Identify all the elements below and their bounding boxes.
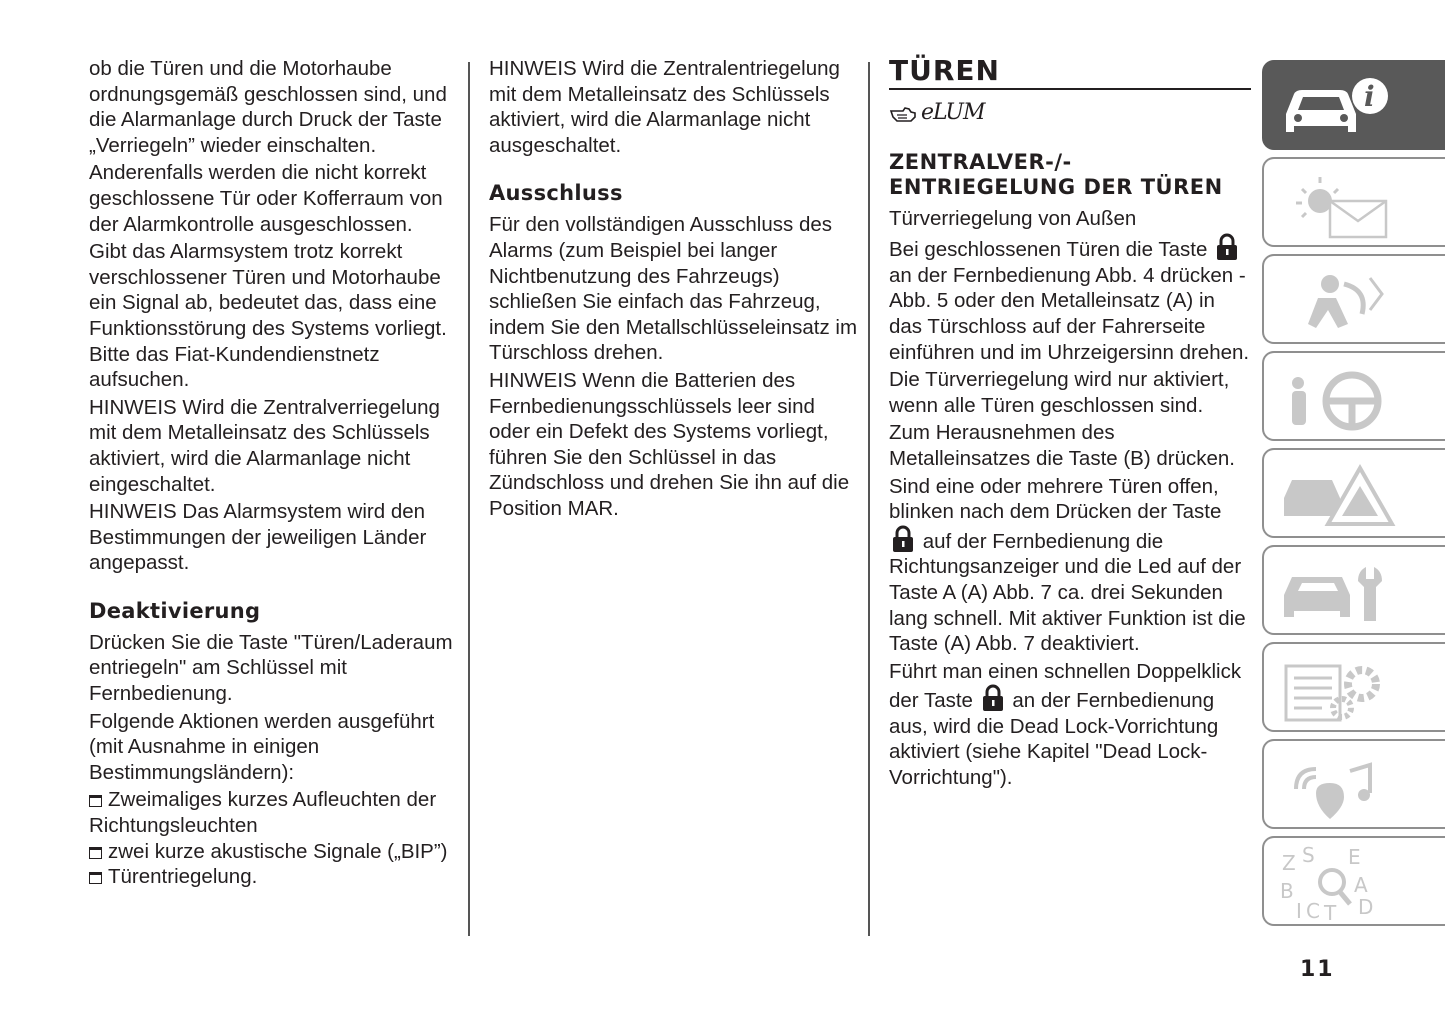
- specifications-gear-icon: [1278, 652, 1418, 726]
- paragraph: ob die Türen und die Motorhaube ordnungsgemäß geschlossen sind, und die Alarmanlage durch Druck der Taste „Verriegeln” wieder einschalten.: [89, 57, 447, 157]
- multimedia-icon: [1278, 749, 1418, 823]
- paragraph: Zum Herausnehmen des Metalleinsatzes die Taste (B) drücken.: [889, 421, 1236, 470]
- column-divider: [468, 62, 470, 936]
- tab-car-info[interactable]: [1262, 60, 1445, 150]
- tab-warning-lights[interactable]: [1262, 157, 1445, 247]
- logo-text: eLUM: [921, 100, 985, 125]
- svg-text:i: i: [1364, 80, 1375, 113]
- text-run: an der Fernbedienung Abb. 4 drücken - Abb. 5 oder den Metalleinsatz (A) in das Türschloss auf der Fahrerseite einführen und im Uhrzeigersinn drehen.: [889, 263, 1250, 364]
- square-bullet-icon: [89, 847, 102, 859]
- car-warning-triangle-icon: [1278, 458, 1418, 532]
- column-1: [89, 56, 459, 890]
- lock-icon: [891, 525, 915, 553]
- square-bullet-icon: [89, 795, 102, 807]
- airbag-seat-icon: [1278, 264, 1418, 338]
- paragraph: Drücken Sie die Taste "Türen/Laderaum entriegeln" am Schlüssel mit Fernbedienung.: [89, 630, 453, 706]
- paragraph: HINWEIS Wird die Zentralentriegelung mit dem Metalleinsatz des Schlüssels aktiviert, wird die Alarmanlage nicht ausgeschaltet.: [489, 57, 840, 157]
- lock-icon: [1215, 233, 1239, 261]
- bullet-text: Zweimaliges kurzes Aufleuchten der Richtungsleuchten: [89, 788, 437, 838]
- paragraph: [889, 474, 1251, 657]
- svg-text:B: B: [1280, 879, 1294, 903]
- svg-text:S: S: [1302, 846, 1315, 867]
- text-run: Bei geschlossenen Türen die Taste: [889, 238, 1208, 262]
- svg-text:D: D: [1358, 895, 1374, 919]
- alphabetical-index-icon: [1278, 846, 1418, 920]
- text-run: Sind eine oder mehrere Türen offen, blinken nach dem Drücken der Taste: [889, 474, 1222, 524]
- bullet-item: [89, 787, 459, 838]
- bullet-text: zwei kurze akustische Signale („BIP”): [108, 839, 448, 863]
- paragraph: HINWEIS Wird die Zentralverriegelung mit dem Metalleinsatz des Schlüssels aktiviert, wird die Alarmanlage nicht eingeschaltet.: [89, 395, 440, 496]
- paragraph: Anderenfalls werden die nicht korrekt geschlossene Tür oder Kofferraum von der Alarmkontrolle ausgeschlossen.: [89, 161, 443, 236]
- paragraph: [889, 233, 1251, 365]
- car-wrench-icon: [1278, 555, 1418, 629]
- paragraph: HINWEIS Das Alarmsystem wird den Bestimmungen der jeweiligen Länder angepasst.: [89, 500, 427, 575]
- warning-lights-icon: [1278, 167, 1418, 241]
- paragraph: Die Türverriegelung wird nur aktiviert, wenn alle Türen geschlossen sind.: [889, 368, 1230, 417]
- column-divider: [868, 62, 870, 936]
- page-title: TÜREN: [889, 56, 1251, 90]
- text-run: auf der Fernbedienung die Richtungsanzeiger und die Led auf der Taste A (A) Abb. 7 ca. drei Sekunden lang schnell. Mit aktiver Funktion ist die Taste (A) Abb. 7 deaktiviert.: [889, 529, 1246, 656]
- paragraph: Folgende Aktionen werden ausgeführt (mit Ausnahme in einigen Bestimmungsländern):: [89, 709, 435, 784]
- tab-index[interactable]: [1262, 836, 1445, 926]
- svg-text:A: A: [1354, 873, 1368, 897]
- bullet-item: [89, 864, 459, 890]
- tab-multimedia[interactable]: [1262, 739, 1445, 829]
- pointing-hand-icon: [889, 101, 917, 125]
- tab-emergency[interactable]: [1262, 448, 1445, 538]
- column-3: [889, 56, 1251, 793]
- svg-text:C: C: [1306, 899, 1320, 920]
- heading-ausschluss: Ausschluss: [489, 181, 623, 206]
- key-steering-wheel-icon: [1278, 361, 1418, 435]
- tab-maintenance[interactable]: [1262, 545, 1445, 635]
- paragraph: Gibt das Alarmsystem trotz korrekt verschlossener Türen und Motorhaube ein Signal ab, bedeutet das, dass eine Funktionsstörung des Systems vorliegt. Bitte das Fiat-Kundendienstnetz aufsuchen.: [89, 240, 447, 392]
- svg-text:I: I: [1296, 899, 1302, 920]
- bullet-text: Türentriegelung.: [108, 865, 258, 889]
- bullet-item: [89, 839, 459, 865]
- text-run: Führt man einen schnellen Doppelklick der Taste: [889, 659, 1242, 713]
- paragraph: HINWEIS Wenn die Batterien des Fernbedienungsschlüssels leer sind oder ein Defekt des Systems vorliegt, führen Sie den Schlüssel in das Zündschloss und drehen Sie ihn auf die Position MAR.: [489, 368, 850, 520]
- tab-starting-driving[interactable]: [1262, 351, 1445, 441]
- column-2: [489, 56, 859, 524]
- svg-text:E: E: [1348, 846, 1361, 869]
- svg-text:T: T: [1324, 901, 1337, 920]
- tab-technical-data[interactable]: [1262, 642, 1445, 732]
- section-heading: ZENTRALVER-/-ENTRIEGELUNG DER TÜREN: [889, 149, 1223, 199]
- paragraph: Für den vollständigen Ausschluss des Alarms (zum Beispiel bei langer Nichtbenutzung des Fahrzeugs) schließen Sie einfach das Fahrzeug, indem Sie den Metallschlüsseleinsatz im Türschloss drehen.: [489, 213, 858, 365]
- tab-safety[interactable]: [1262, 254, 1445, 344]
- paragraph: [889, 659, 1251, 791]
- subheading: Türverriegelung von Außen: [889, 206, 1137, 230]
- heading-deaktivierung: Deaktivierung: [89, 598, 261, 623]
- elum-logo: [889, 100, 1251, 126]
- car-info-icon: [1278, 70, 1418, 144]
- square-bullet-icon: [89, 872, 102, 884]
- svg-text:Z: Z: [1282, 851, 1296, 875]
- text-run: an der Fernbedienung aus, wird die Dead Lock-Vorrichtung aktiviert (siehe Kapitel "Dead Lock-Vorrichtung").: [889, 689, 1219, 790]
- page-number: 11: [1300, 957, 1335, 982]
- lock-icon: [981, 684, 1005, 712]
